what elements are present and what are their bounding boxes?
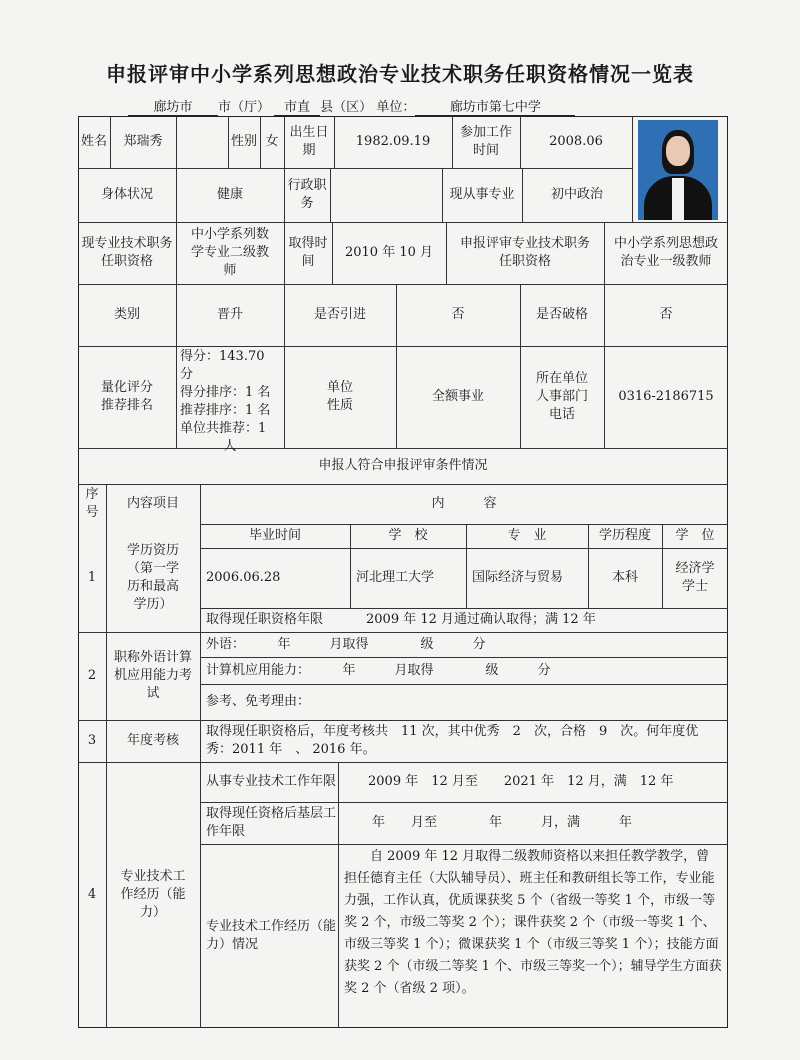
introduce-label: 是否引进 <box>313 307 366 322</box>
grassroots-label: 取得现任资格后基层工作年限 <box>206 806 337 839</box>
r4-item: 专业技术工作经历（能力） <box>120 869 186 920</box>
r2-no: 2 <box>87 668 97 683</box>
admin-value <box>330 168 442 222</box>
col-content: 内 容 <box>431 496 497 511</box>
work-start-label: 参加工作时间 <box>459 125 512 158</box>
health-label: 身体状况 <box>100 187 153 202</box>
city-value: 廊坊市 <box>128 96 218 116</box>
years-label: 取得现任职资格年限 <box>206 612 324 627</box>
apply-label: 申报评审专业技术职务任职资格 <box>459 236 590 269</box>
apply-value: 中小学系列思想政治专业一级教师 <box>614 236 719 269</box>
work-years-label: 从事专业技术工作年限 <box>206 774 337 789</box>
unit-total: 单位共推荐：1 <box>180 421 267 436</box>
rec-rank: 推荐排序：1 名 <box>180 403 271 418</box>
breaking-value: 否 <box>659 307 673 322</box>
degree-value: 经济学学士 <box>675 561 715 594</box>
major-study-value: 国际经济与贸易 <box>472 570 564 585</box>
col-no: 序号 <box>85 487 99 520</box>
level-value: 本科 <box>611 570 638 585</box>
gender-value: 女 <box>265 134 279 149</box>
col-item: 内容项目 <box>126 496 179 511</box>
r3-item: 年度考核 <box>126 733 179 748</box>
page-title: 申报评审中小学系列思想政治专业技术职务任职资格情况一览表 <box>106 62 694 86</box>
health-value: 健康 <box>216 187 243 202</box>
score: 得分：143.70 分 <box>180 349 265 382</box>
score-rank: 得分排序：1 名 <box>180 385 271 400</box>
current-title-value: 中小学系列数学专业二级教师 <box>190 227 269 278</box>
birth-value: 1982.09.19 <box>355 134 431 149</box>
r1-item: 学历资历（第一学历和最高学历） <box>126 543 179 612</box>
conditions-title: 申报人符合申报评审条件情况 <box>318 458 488 473</box>
unit-total-2: 人 <box>223 439 237 454</box>
h-grad: 毕业时间 <box>248 528 301 543</box>
computer-line: 计算机应用能力： 年 月取得 级 分 <box>206 662 551 678</box>
unit-nature-label: 单位性质 <box>326 380 353 413</box>
gender-label: 性别 <box>230 134 257 149</box>
unit-nature-value: 全额事业 <box>431 389 484 404</box>
county-suffix: 县（区） <box>320 100 373 115</box>
introduce-value: 否 <box>451 307 465 322</box>
name-label: 姓名 <box>80 134 107 149</box>
header-line <box>128 96 575 116</box>
obtained-label: 取得时间 <box>288 236 328 269</box>
county-value: 市直 <box>274 96 320 116</box>
school-value: 河北理工大学 <box>356 570 435 585</box>
phone-label: 所在单位人事部门电话 <box>535 371 588 422</box>
r1-no: 1 <box>87 570 97 585</box>
experience-value: 自 2009 年 12 月取得二级教师资格以来担任教学教学，曾担任德育主任（大队辅导员）、班主任和教研组长等工作，专业能力强，工作认真，优质课获奖 5 个（省级一等奖 1 个，市级一等奖 2 个，市级二等奖 2 个）；课件获奖 2 个（市级一等奖 1 个、市级三等奖 1 个）；微课获奖 1 个（市级三等奖 1 个）；技能方面获奖 2 个（市级二等奖 1 个、市级三等奖一个）；辅导学生方面获奖 2 个（省级 2 项）。 <box>344 849 722 996</box>
type-label: 类别 <box>113 307 140 322</box>
r4-no: 4 <box>87 887 97 902</box>
unit-value: 廊坊市第七中学 <box>415 96 575 116</box>
experience-label: 专业技术工作经历（能力）情况 <box>206 919 337 952</box>
foreign-line: 外语： 年 月取得 级 分 <box>206 636 486 652</box>
phone-value: 0316-2186715 <box>618 389 714 404</box>
r3-no: 3 <box>87 733 97 748</box>
city-suffix: 市（厅） <box>218 100 271 115</box>
annual-review-text: 取得现任职资格后，年度考核共 11 次，其中优秀 2 次，合格 9 次。何年度优秀：2011 年 、 2016 年。 <box>206 724 699 757</box>
unit-label: 单位： <box>376 100 416 115</box>
rank-label: 量化评分推荐排名 <box>100 380 153 413</box>
name-value: 郑瑞秀 <box>123 134 163 149</box>
h-degree: 学 位 <box>675 528 715 543</box>
r2-item: 职称外语计算机应用能力考试 <box>114 650 193 701</box>
breaking-label: 是否破格 <box>535 307 588 322</box>
major-value: 初中政治 <box>550 187 603 202</box>
type-value: 晋升 <box>216 307 243 322</box>
grad-value: 2006.06.28 <box>206 570 281 585</box>
applicant-photo <box>638 120 718 220</box>
h-school: 学 校 <box>388 528 428 543</box>
obtained-value: 2010 年 10 月 <box>344 245 434 260</box>
major-label: 现从事专业 <box>449 187 515 202</box>
work-start-value: 2008.06 <box>549 134 603 149</box>
admin-label: 行政职务 <box>287 178 327 211</box>
rank-value <box>176 346 284 454</box>
birth-label: 出生日期 <box>289 125 329 158</box>
work-years-value: 2009 年 12 月至 2021 年 12 月，满 12 年 <box>368 774 674 789</box>
grassroots-value: 年 月至 年 月，满 年 <box>372 815 633 830</box>
current-title-label: 现专业技术职务任职资格 <box>81 236 173 269</box>
exempt-line: 参考、免考理由： <box>206 694 311 709</box>
years-value: 2009 年 12 月通过确认取得；满 12 年 <box>366 612 596 627</box>
h-degree-level: 学历程度 <box>598 528 651 543</box>
h-major: 专 业 <box>507 528 547 543</box>
